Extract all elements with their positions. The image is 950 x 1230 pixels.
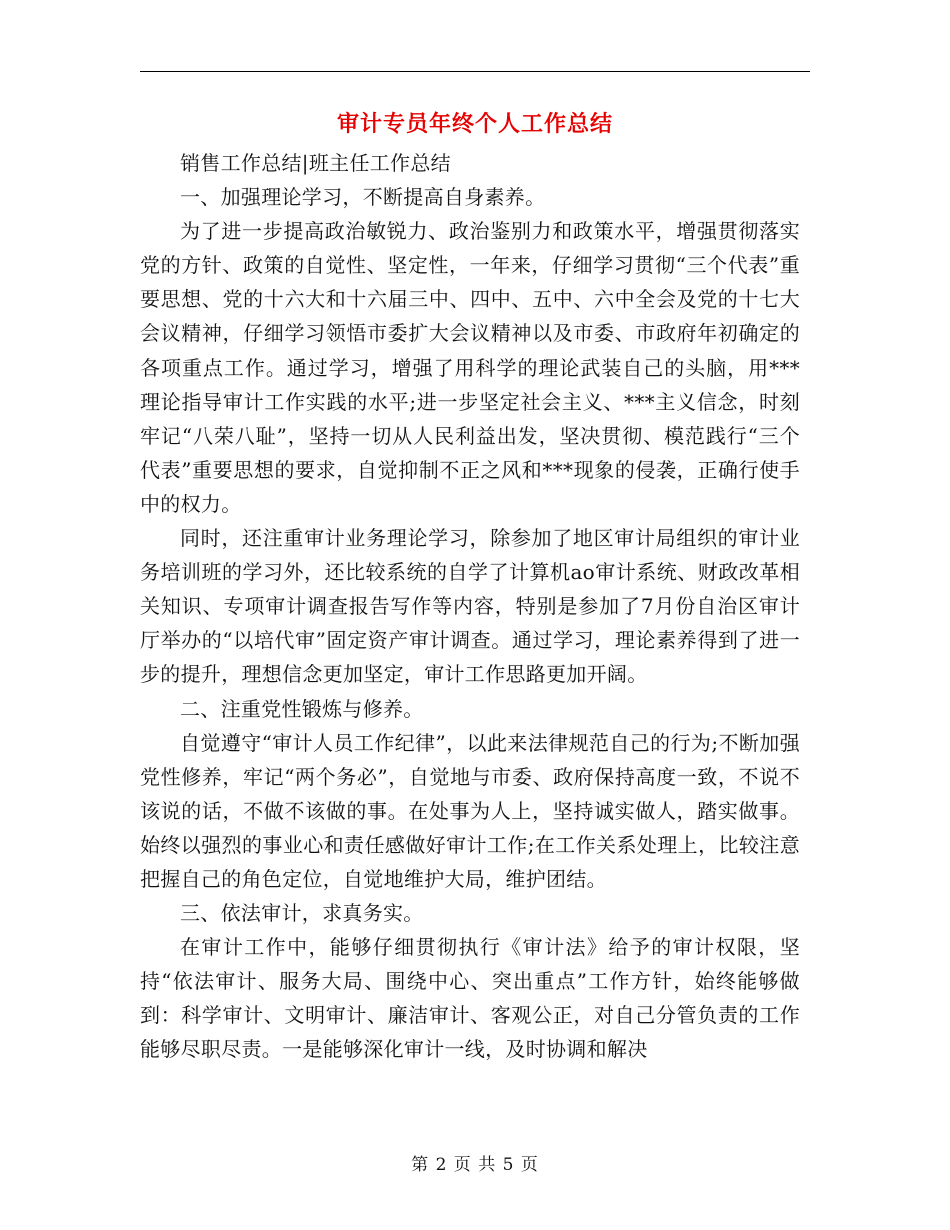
paragraph-heading-2: 二、注重党性锻炼与修养。 (180, 696, 424, 721)
paragraph-heading-1: 一、加强理论学习，不断提高自身素养。 (180, 185, 546, 210)
document-title: 审计专员年终个人工作总结 (336, 112, 613, 137)
header-rule (140, 71, 810, 72)
paragraph-category-line: 销售工作总结|班主任工作总结 (180, 151, 451, 175)
paragraph-theory-study: 为了进一步提高政治敏锐力、政治鉴别力和政策水平，增强贯彻落实党的方针、政策的自觉性、坚定性，一年来，仔细学习贯彻“三个代表”重要思想、党的十六大和十六届三中、四中、五中、六中全会及党的十七大会议精神，仔细学习领悟市委扩大会议精神以及市委、市政府年初确定的各项重点工作。通过学习，增强了用科学的理论武装自己的头脑，用***理论指导审计工作实践的水平;进一步坚定社会主义、***主义信念，时刻牢记“八荣八耻”，坚持一切从人民利益出发，坚决贯彻、模范践行“三个代表”重要思想的要求，自觉抑制不正之风和***现象的侵袭，正确行使手中的权力。 (140, 219, 800, 516)
paragraph-lawful-audit: 在审计工作中，能够仔细贯彻执行《审计法》给予的审计权限，坚持“依法审计、服务大局、围绕中心、突出重点”工作方针，始终能够做到：科学审计、文明审计、廉洁审计、客观公正，对自己分管负责的工作能够尽职尽责。一是能够深化审计一线，及时协调和解决 (140, 935, 800, 1062)
paragraph-heading-3: 三、依法审计，求真务实。 (180, 901, 424, 926)
document-body (140, 146, 800, 1067)
page-number-footer: 第 2 页 共 5 页 (411, 1155, 539, 1175)
paragraph-party-discipline: 自觉遵守“审计人员工作纪律”，以此来法律规范自己的行为;不断加强党性修养，牢记“两个务必”，自觉地与市委、政府保持高度一致，不说不该说的话，不做不该做的事。在处事为人上，坚持诚实做人，踏实做事。始终以强烈的事业心和责任感做好审计工作;在工作关系处理上，比较注意把握自己的角色定位，自觉地维护大局，维护团结。 (140, 730, 800, 891)
paragraph-business-study: 同时，还注重审计业务理论学习，除参加了地区审计局组织的审计业务培训班的学习外，还比较系统的自学了计算机ao审计系统、财政改革相关知识、专项审计调查报告写作等内容，特别是参加了7月份自治区审计厅举办的“以培代审”固定资产审计调查。通过学习，理论素养得到了进一步的提升，理想信念更加坚定，审计工作思路更加开阔。 (140, 526, 800, 687)
